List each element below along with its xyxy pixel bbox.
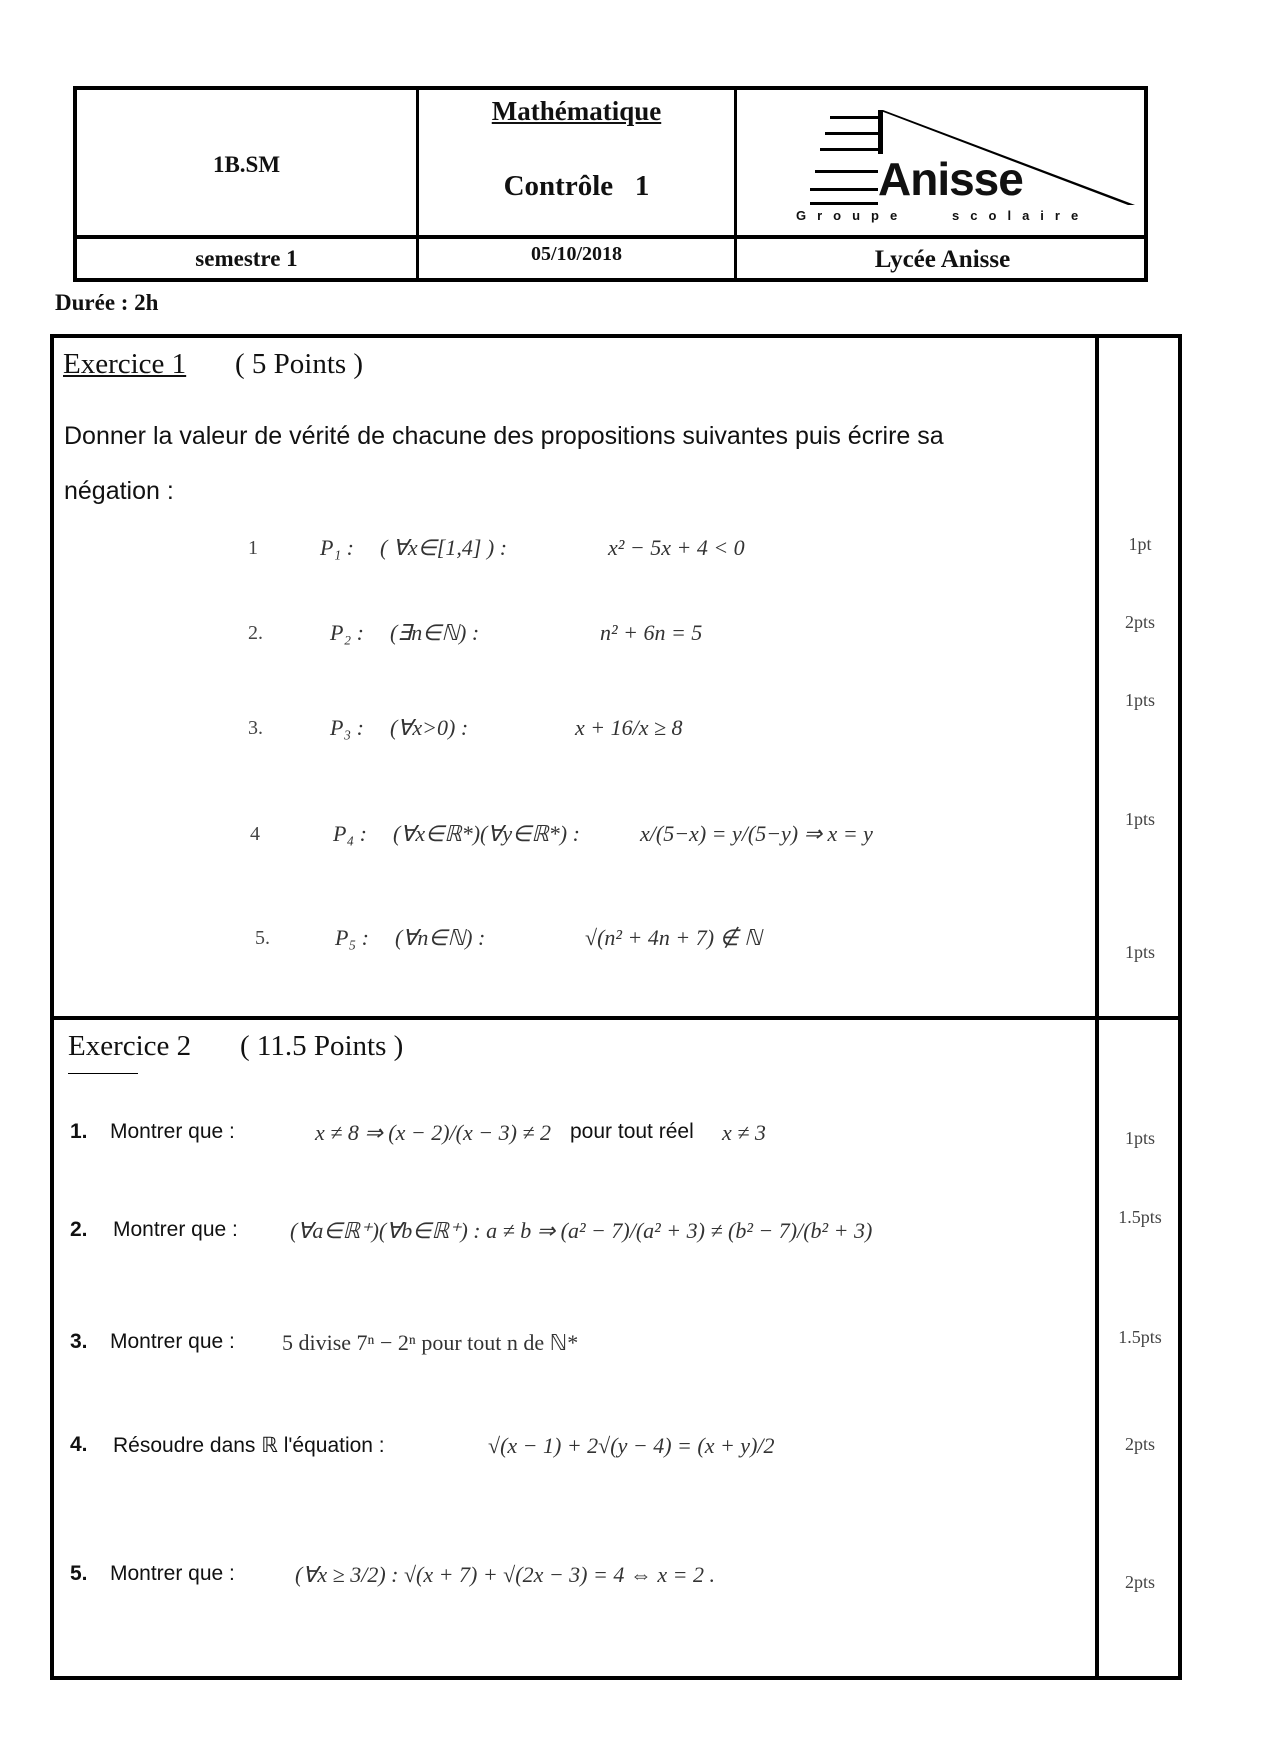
semester-label: semestre 1 — [195, 246, 298, 271]
points-value: 1pt — [1128, 534, 1152, 554]
points-value: 1pts — [1124, 942, 1155, 962]
exercise1-points: ( 5 Points ) — [235, 348, 364, 380]
points-value: 1.5pts — [1118, 1207, 1162, 1227]
class-label: 1B.SM — [212, 152, 281, 177]
exercise1-instruction-cont: négation : — [64, 477, 174, 505]
points-value: 1pts — [1124, 1128, 1155, 1148]
points-column-divider — [1095, 334, 1099, 1680]
subject-title: Mathématique — [491, 96, 662, 126]
exercise2-points: ( 11.5 Points ) — [240, 1030, 404, 1062]
school-name: Lycée Anisse — [874, 246, 1011, 273]
school-logo — [790, 110, 1140, 225]
exam-date: 05/10/2018 — [530, 243, 623, 265]
exercise-divider — [50, 1016, 1182, 1020]
points-value: 2pts — [1124, 1572, 1155, 1592]
exam-page: 1B.SM Mathématique Contrôle 1 Anisse Groupe scolaire semestre 1 05/10/2018 Lycée Anisse Durée : 2h Exercice 1 ( 5 Points ) Donner la valeur de vérité de chacune des propositions suivantes puis écrire sa négation : 1 P₁ : ( ∀x∈[1,4] ) : x² − 5x + 4 < 0 1pt 2. P₂ : (∃n∈ℕ) : n² + 6n = 5 2pts 3. P₃ : (∀x>0) : x + 16/x ≥ 8 1pts 4 P₄ : (∀x∈ℝ*)(∀y∈ℝ*) : x/(5−x) = y/(5−y) ⇒ x = y 1pts 5. P₅ : (∀n∈ℕ) : √(n² + 4n + 7) ∉ ℕ 1pts Exercice 2 ( 11.5 Points ) 1. Montrer que : x ≠ 8 ⇒ (x − 2)/(x − 3) ≠ 2 pour tout réel x ≠ 3 1pts 2. Montrer que : (∀a∈ℝ⁺)(∀b∈ℝ⁺) : a ≠ b ⇒ (a² − 7)/(a² + 3) ≠ (b² − 7)/(b² + 3) 1.5pts 3. Montrer que : 5 divise 7ⁿ − 2ⁿ pour tout n de ℕ* 1.5pts 4. Résoudre dans ℝ l'équation : √(x − 1) + 2√(y − 4) = (x + y)/2 2pts 5. Montrer que : (∀x ≥ 3/2) : √(x + 7) + √(2x − 3) = 4 ⇔ x = 2 . 2pts — [0, 0, 1275, 1756]
exercise1-instruction: Donner la valeur de vérité de chacune des propositions suivantes puis écrire sa — [64, 422, 944, 450]
points-value: 1.5pts — [1118, 1327, 1162, 1347]
exam-duration: Durée : 2h — [55, 290, 159, 315]
logo-subtitle: Groupe scolaire — [796, 208, 1090, 223]
exercise2-title: Exercice 2 — [68, 1030, 192, 1062]
exercise1-title: Exercice 1 — [63, 348, 187, 380]
points-value: 2pts — [1124, 1434, 1155, 1454]
logo-text: Anisse — [878, 153, 1023, 205]
points-value: 1pts — [1124, 809, 1155, 829]
exam-title: Contrôle 1 — [503, 170, 650, 202]
exercise2-title-underline — [68, 1073, 138, 1074]
points-value: 2pts — [1124, 612, 1155, 632]
header-row-divider — [73, 235, 1148, 239]
points-value: 1pts — [1124, 690, 1155, 710]
